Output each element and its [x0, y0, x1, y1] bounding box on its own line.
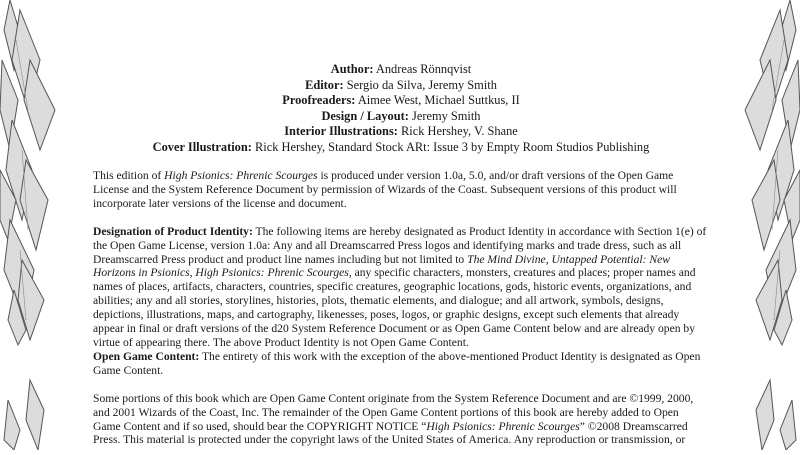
crystal-border-left [0, 0, 60, 450]
credit-interior-illustrations: Interior Illustrations: Rick Hershey, V. Shane [284, 124, 518, 138]
credit-design-layout: Design / Layout: Jeremy Smith [321, 108, 481, 123]
open-game-content-paragraph: Open Game Content: The entirety of this work with the exception of the above-mentioned Product Identity is designated as Open Game Content. [93, 349, 701, 377]
crystal-border-right [740, 0, 800, 450]
designation-paragraph: Designation of Product Identity: The following items are hereby designated as Product Identity in accordance with Section 1(e) of the Open Game License, version 1.0a: Any and all Dreamscarred Press logos and identifying marks and trade dress, such as all Dreamscarred Press product and product line names including but not limited to The Mind Divine, Untapped Potential: New Horizons in Psionics, High Psionics: Phrenic Scourges, any specific characters, monsters, creatures and places; proper names and names of places, artifacts, characters, countries, specific creatures, geographic locations, gods, historic events, organizations, and abilities; any and all stories, storylines, histories, plots, thematic elements, and dialogue; and all artwork, symbols, designs, depictions, illustrations, maps, and cartography, likenesses, poses, logos, or graphic designs, except such elements that already appear in final or draft versions of the d20 System Reference Document or as Open Game Content below and are already open by virtue of appearing there. The above Product Identity is not Open Game Content. [93, 224, 707, 349]
credit-proofreaders: Proofreaders: Aimee West, Michael Suttkus, II [282, 93, 520, 107]
credit-editor: Editor: Sergio da Silva, Jeremy Smith [305, 77, 497, 92]
document-content [93, 62, 709, 447]
edition-paragraph: This edition of High Psionics: Phrenic Scourges is produced under version 1.0a, 5.0, and/or draft versions of the Open Game License and the System Reference Document by permission of Wizards of the Coast. Subsequent versions of this product will incorporate later versions of the license and document. [93, 169, 677, 210]
credits-block [93, 62, 709, 155]
portions-paragraph: Some portions of this book which are Open Game Content originate from the System Reference Document and are ©1999, 2000, and 2001 Wizards of the Coast, Inc. The remainder of the Open Game Content portions of this book are hereby added to Open Game Content and if so used, should bear the COPYRIGHT NOTICE “High Psionics: Phrenic Scourges” ©2008 Dreamscarred Press. This material is protected under the copyright laws of the United States of America. Any reproduction or transmission, or [93, 391, 694, 447]
credit-author: Author: Andreas Rönnqvist [330, 62, 472, 76]
credit-cover-illustration: Cover Illustration: Rick Hershey, Standard Stock ARt: Issue 3 by Empty Room Studios Publishing [152, 139, 650, 154]
